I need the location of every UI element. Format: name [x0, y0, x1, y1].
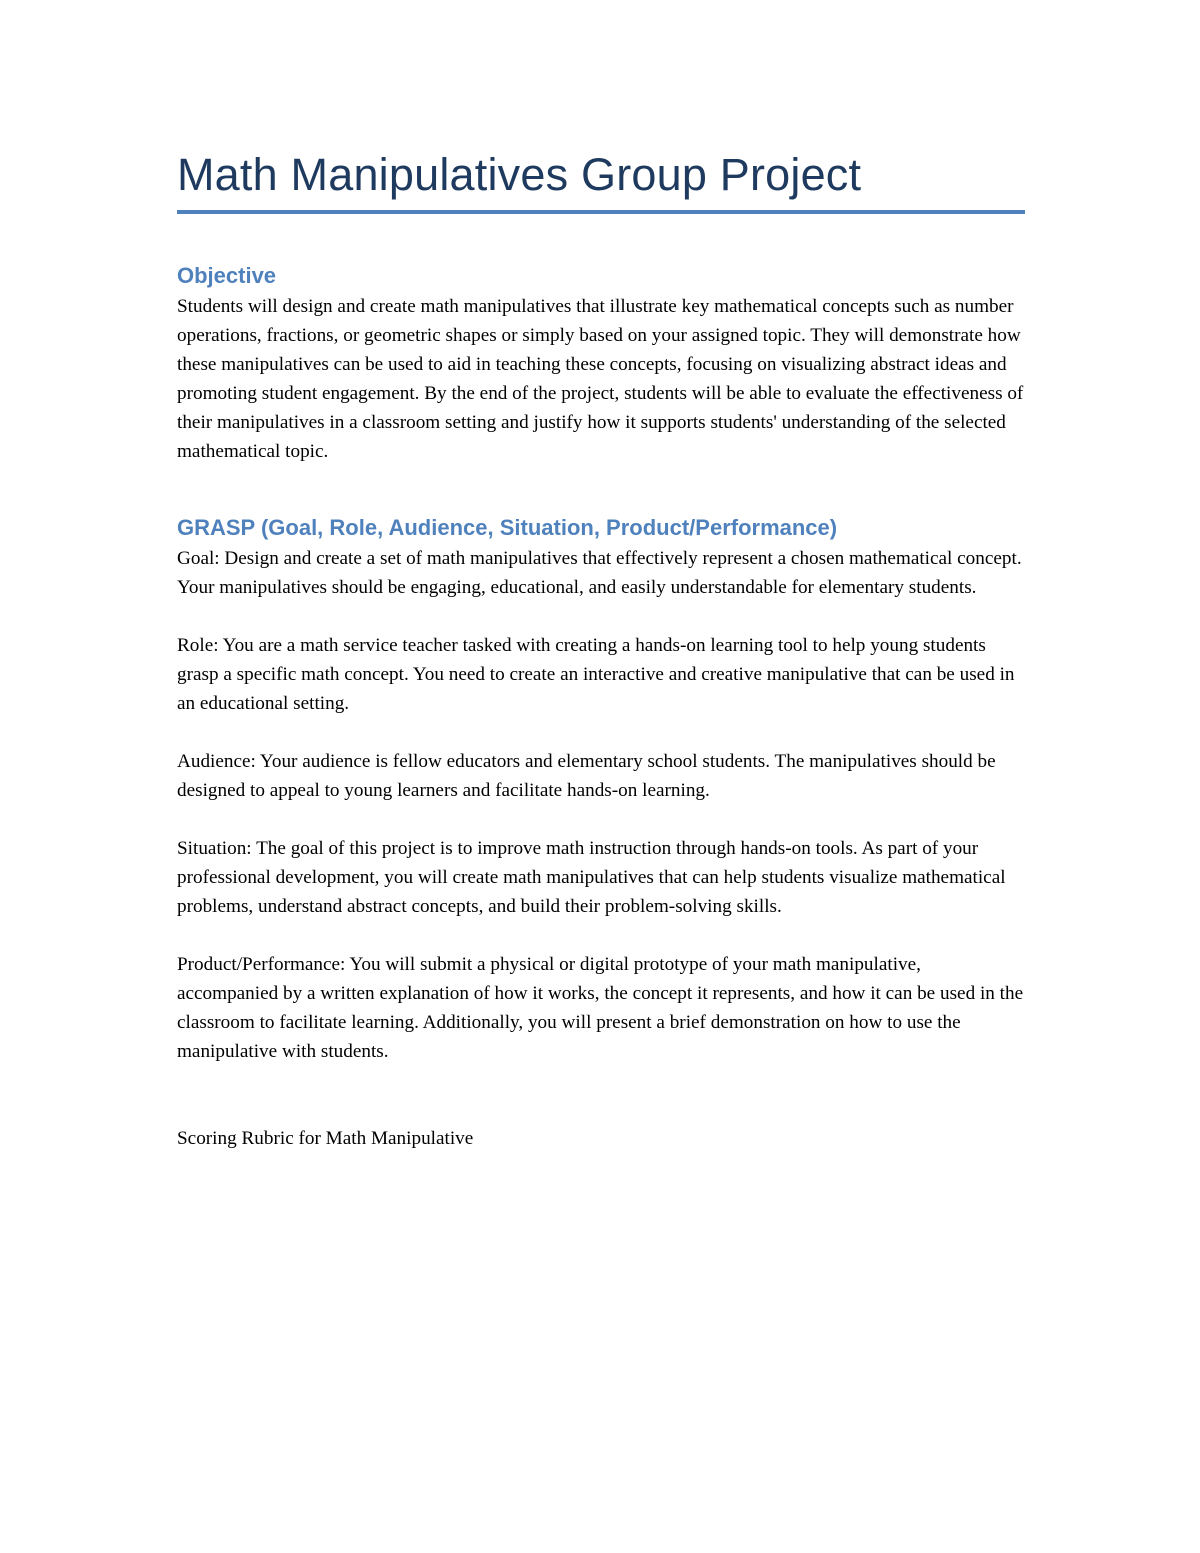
- objective-paragraph: Students will design and create math manipulatives that illustrate key mathematical concepts such as number operations, fractions, or geometric shapes or simply based on your assigned topic. They will demonstrate how these manipulatives can be used to aid in teaching these concepts, focusing on visualizing abstract ideas and promoting student engagement. By the end of the project, students will be able to evaluate the effectiveness of their manipulatives in a classroom setting and justify how it supports students' understanding of the selected mathematical topic.: [177, 296, 1024, 462]
- grasp-situation-paragraph: Situation: The goal of this project is to improve math instruction through hands-on tools. As part of your professional development, you will create math manipulatives that can help students visualize mathematical problems, understand abstract concepts, and build their problem-solving skills.: [177, 838, 1006, 917]
- title-underline-rule: [177, 210, 1025, 214]
- document-body: [177, 146, 1025, 1153]
- scoring-rubric-label: Scoring Rubric for Math Manipulative: [177, 1128, 474, 1149]
- document-title: Math Manipulatives Group Project: [177, 149, 862, 200]
- grasp-role-paragraph: Role: You are a math service teacher tasked with creating a hands-on learning tool to help young students grasp a specific math concept. You need to create an interactive and creative manipulative that can be used in an educational setting.: [177, 635, 1015, 714]
- grasp-goal-paragraph: Goal: Design and create a set of math manipulatives that effectively represent a chosen mathematical concept. Your manipulatives should be engaging, educational, and easily understandable for elementary students.: [177, 548, 1022, 598]
- grasp-audience-paragraph: Audience: Your audience is fellow educators and elementary school students. The manipulatives should be designed to appeal to young learners and facilitate hands-on learning.: [177, 751, 996, 801]
- grasp-heading: GRASP (Goal, Role, Audience, Situation, Product/Performance): [177, 515, 838, 540]
- grasp-product-paragraph: Product/Performance: You will submit a physical or digital prototype of your math manipulative, accompanied by a written explanation of how it works, the concept it represents, and how it can be used in the classroom to facilitate learning. Additionally, you will present a brief demonstration on how to use the manipulative with students.: [177, 954, 1024, 1062]
- objective-heading: Objective: [177, 263, 277, 288]
